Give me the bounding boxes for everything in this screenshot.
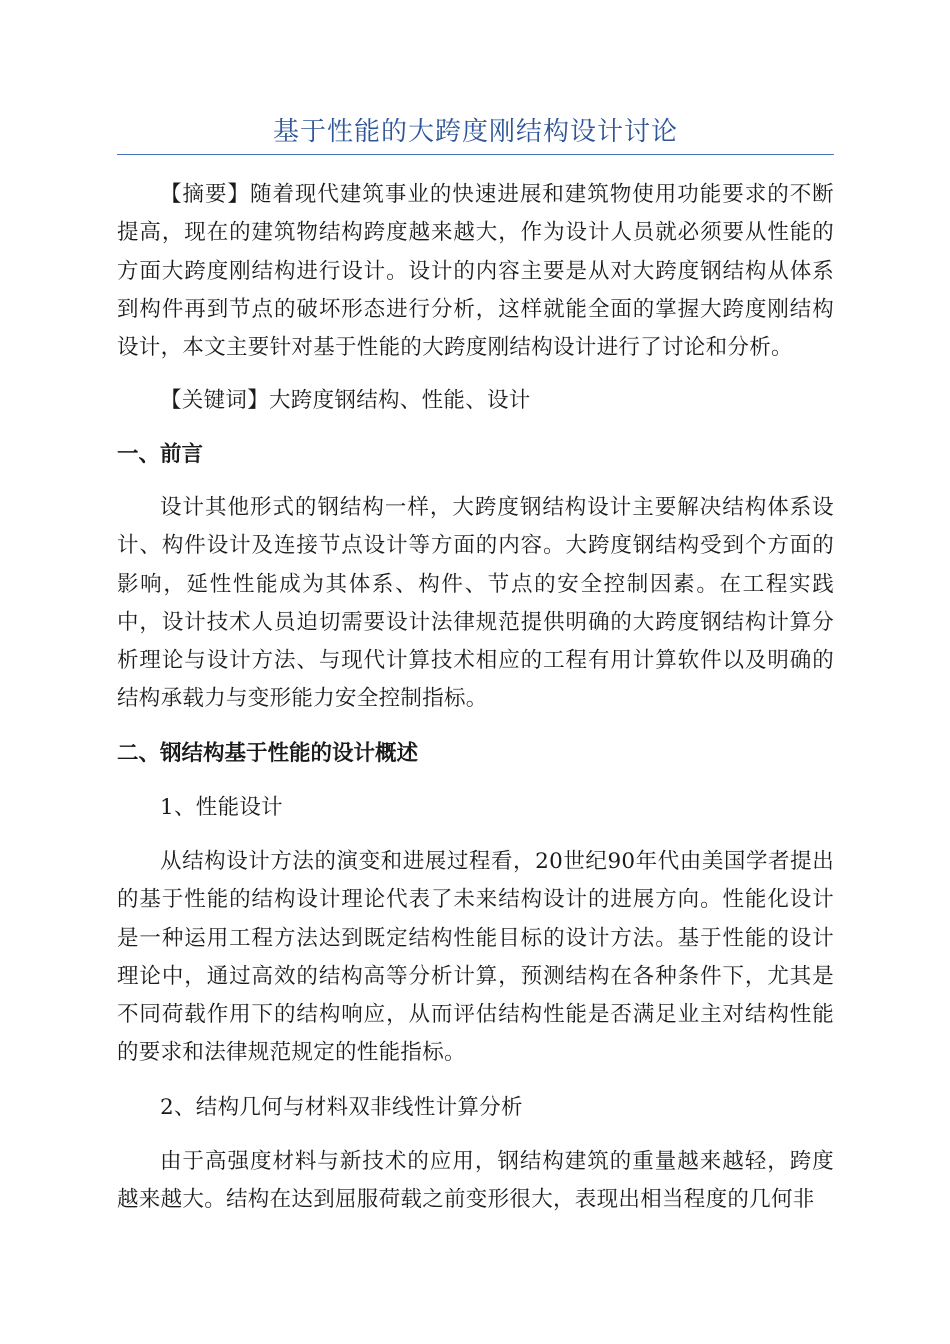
abstract-paragraph: 【摘要】随着现代建筑事业的快速进展和建筑物使用功能要求的不断提高，现在的建筑物结构跨度越来越大，作为设计人员就必须要从性能的方面大跨度刚结构进行设计。设计的内容主要是从对大跨度钢结构从体系到构件再到节点的破坏形态进行分析，这样就能全面的掌握大跨度刚结构设计，本文主要针对基于性能的大跨度刚结构设计进行了讨论和分析。 <box>117 182 834 361</box>
section-heading-introduction: 一、前言 <box>117 442 204 467</box>
title-underline <box>117 154 834 155</box>
document-title: 基于性能的大跨度刚结构设计讨论 <box>272 117 678 147</box>
introduction-paragraph: 设计其他形式的钢结构一样，大跨度钢结构设计主要解决结构体系设计、构件设计及连接节点设计等方面的内容。大跨度钢结构受到个方面的影响，延性性能成为其体系、构件、节点的安全控制因素。在工程实践中，设计技术人员迫切需要设计法律规范提供明确的大跨度钢结构计算分析理论与设计方法、与现代计算技术相应的工程有用计算软件以及明确的结构承载力与变形能力安全控制指标。 <box>117 495 834 712</box>
keywords-paragraph: 【关键词】大跨度钢结构、性能、设计 <box>160 388 531 413</box>
performance-design-paragraph: 从结构设计方法的演变和进展过程看，20世纪90年代由美国学者提出的基于性能的结构设计理论代表了未来结构设计的进展方向。性能化设计是一种运用工程方法达到既定结构性能目标的设计方法。基于性能的设计理论中，通过高效的结构高等分析计算，预测结构在各种条件下，尤其是不同荷载作用下的结构响应，从而评估结构性能是否满足业主对结构性能的要求和法律规范规定的性能指标。 <box>117 849 834 1066</box>
subsection-heading-nonlinear-analysis: 2、结构几何与材料双非线性计算分析 <box>160 1095 523 1120</box>
subsection-heading-performance-design: 1、性能设计 <box>160 795 283 820</box>
section-heading-overview: 二、钢结构基于性能的设计概述 <box>117 741 419 766</box>
nonlinear-analysis-paragraph: 由于高强度材料与新技术的应用，钢结构建筑的重量越来越轻，跨度越来越大。结构在达到屈服荷载之前变形很大，表现出相当程度的几何非 <box>117 1149 834 1213</box>
